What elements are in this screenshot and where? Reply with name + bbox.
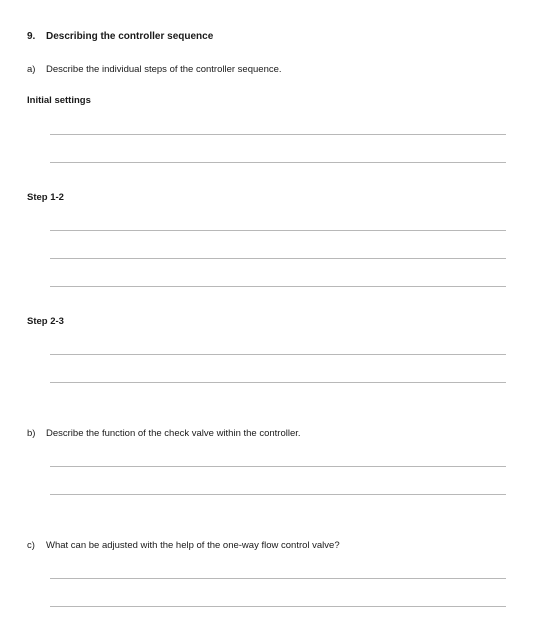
question-b [27, 428, 301, 439]
initial-settings-label: Initial settings [27, 95, 91, 106]
answer-line-initial-2[interactable] [50, 162, 506, 163]
question-c [27, 540, 340, 551]
step-2-3-label: Step 2-3 [27, 316, 64, 327]
question-c-text: What can be adjusted with the help of the one-way flow control valve? [46, 540, 340, 551]
answer-line-b-1[interactable] [50, 466, 506, 467]
answer-line-b-2[interactable] [50, 494, 506, 495]
question-b-letter: b) [27, 428, 36, 439]
question-a [27, 64, 282, 75]
answer-line-step12-1[interactable] [50, 230, 506, 231]
answer-line-step23-2[interactable] [50, 382, 506, 383]
section-number: 9. [27, 31, 36, 42]
section-title: Describing the controller sequence [46, 31, 214, 42]
answer-line-step12-3[interactable] [50, 286, 506, 287]
answer-line-c-2[interactable] [50, 606, 506, 607]
step-1-2-label: Step 1-2 [27, 192, 64, 203]
answer-line-step12-2[interactable] [50, 258, 506, 259]
question-a-text: Describe the individual steps of the controller sequence. [46, 64, 282, 75]
question-b-text: Describe the function of the check valve within the controller. [46, 428, 301, 439]
answer-line-initial-1[interactable] [50, 134, 506, 135]
answer-line-c-1[interactable] [50, 578, 506, 579]
section-heading [27, 31, 213, 42]
question-a-letter: a) [27, 64, 36, 75]
question-c-letter: c) [27, 540, 35, 551]
answer-line-step23-1[interactable] [50, 354, 506, 355]
